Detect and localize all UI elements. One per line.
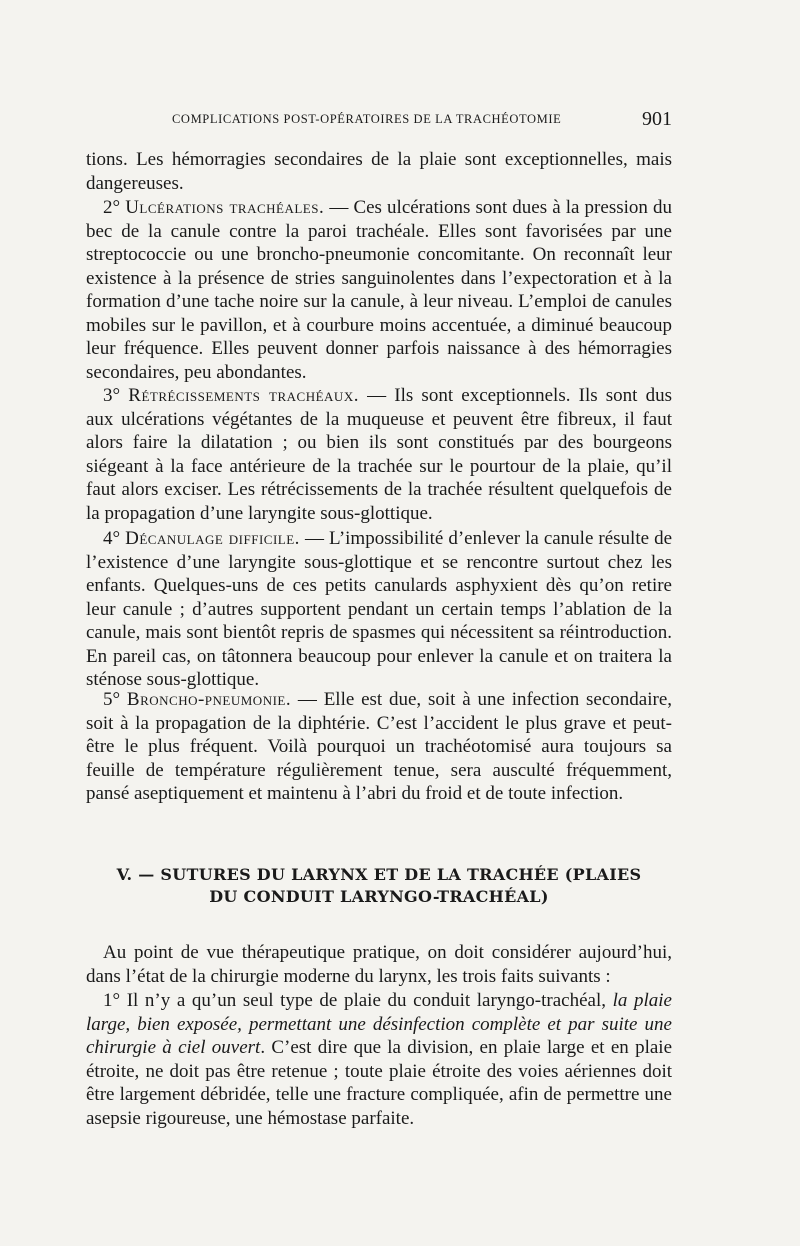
- item-text: — L’impossibilité d’enlever la canule résulte de l’existence d’une laryngite sous-glottique et se rencontre surtout chez les enfants. Quelques-uns de ces petits canulards asphyxient dès qu’on retire leur canule ; d’autres supportent pendant un certain temps l’ablation de la canule, mais sont bientôt repris de spasmes qui nécessitent sa réintroduction. En pareil cas, on tâtonnera beaucoup pour enlever la canule et on traitera la sténose sous-glottique.: [86, 528, 672, 690]
- first-fact-italic: la plaie large, bien exposée, permettant une désinfection complète et par suite une chirurgie à ciel ouvert: [86, 990, 672, 1058]
- item-title: Décanulage difficile.: [125, 528, 300, 549]
- item-title: Rétrécissements trachéaux.: [128, 385, 359, 406]
- section-heading: [86, 864, 672, 908]
- running-head: [86, 108, 672, 132]
- first-fact-start: 1° Il n’y a qu’un seul type de plaie du conduit laryngo-trachéal,: [103, 990, 613, 1011]
- item-text: — Elle est due, soit à une infection secondaire, soit à la propagation de la diphtérie. C’est l’accident le plus grave et peut-être le plus fréquent. Voilà pourquoi un trachéotomisé aura toujours sa feuille de température régulièrement tenue, sera ausculté fréquemment, pansé aseptiquement et maintenu à l’abri du froid et de toute infection.: [86, 689, 672, 804]
- paragraph-broncho-pneumonie: [86, 688, 672, 806]
- item-number: 4°: [103, 528, 126, 549]
- page-number: 901: [642, 108, 672, 130]
- paragraph-continuation: tions. Les hémorragies secondaires de la plaie sont exceptionnelles, mais dangereuses.: [86, 149, 672, 194]
- running-title: COMPLICATIONS POST-OPÉRATOIRES DE LA TRACHÉOTOMIE: [172, 112, 562, 126]
- section-heading-line-2: DU CONDUIT LARYNGO-TRACHÉAL): [209, 887, 549, 906]
- item-text: — Ces ulcérations sont dues à la pression du bec de la canule contre la paroi trachéale. Elles sont favorisées par une streptococcie ou une broncho-pneumonie concomitante. On reconnaît leur existence à la présence de stries sanguinolentes dans l’expectoration et à la formation d’une tache noire sur la canule, à leur niveau. L’emploi de canules mobiles sur le pavillon, et à courbure moins accentuée, a diminué beaucoup leur fréquence. Elles peuvent donner parfois naissance à des hémorragies secondaires, peu abondantes.: [86, 197, 672, 383]
- section-heading-line-1: V. — SUTURES DU LARYNX ET DE LA TRACHÉE (PLAIES: [116, 865, 642, 884]
- paragraph-decanulage: [86, 527, 672, 692]
- item-number: 5°: [103, 689, 127, 710]
- paragraph-ulcerations: [86, 196, 672, 384]
- item-number: 3°: [103, 385, 129, 406]
- item-title: Broncho-pneumonie.: [126, 689, 292, 710]
- item-number: 2°: [103, 197, 126, 218]
- paragraph-intro: Au point de vue thérapeutique pratique, on doit considérer aujourd’hui, dans l’état de la chirurgie moderne du larynx, les trois faits suivants :: [86, 942, 672, 987]
- paragraph-first-fact: [86, 989, 672, 1130]
- first-fact-end: . C’est dire que la division, en plaie large et en plaie étroite, ne doit pas être retenue ; toute plaie étroite des voies aériennes doit être largement débridée, telle une fracture compliquée, afin de permettre une asepsie rigoureuse, une hémostase parfaite.: [86, 1037, 672, 1129]
- item-title: Ulcérations trachéales.: [125, 197, 325, 218]
- item-text: — Ils sont exceptionnels. Ils sont dus aux ulcérations végétantes de la muqueuse et peuvent être fibreux, il faut alors faire la dilatation ; ou bien ils sont constitués par des bourgeons siégeant à la face antérieure de la trachée sur le pourtour de la plaie, qu’il faut alors exciser. Les rétrécissements de la trachée résultent quelquefois de la propagation d’une laryngite sous-glottique.: [86, 385, 673, 524]
- paragraph-retrecissements: [86, 384, 672, 525]
